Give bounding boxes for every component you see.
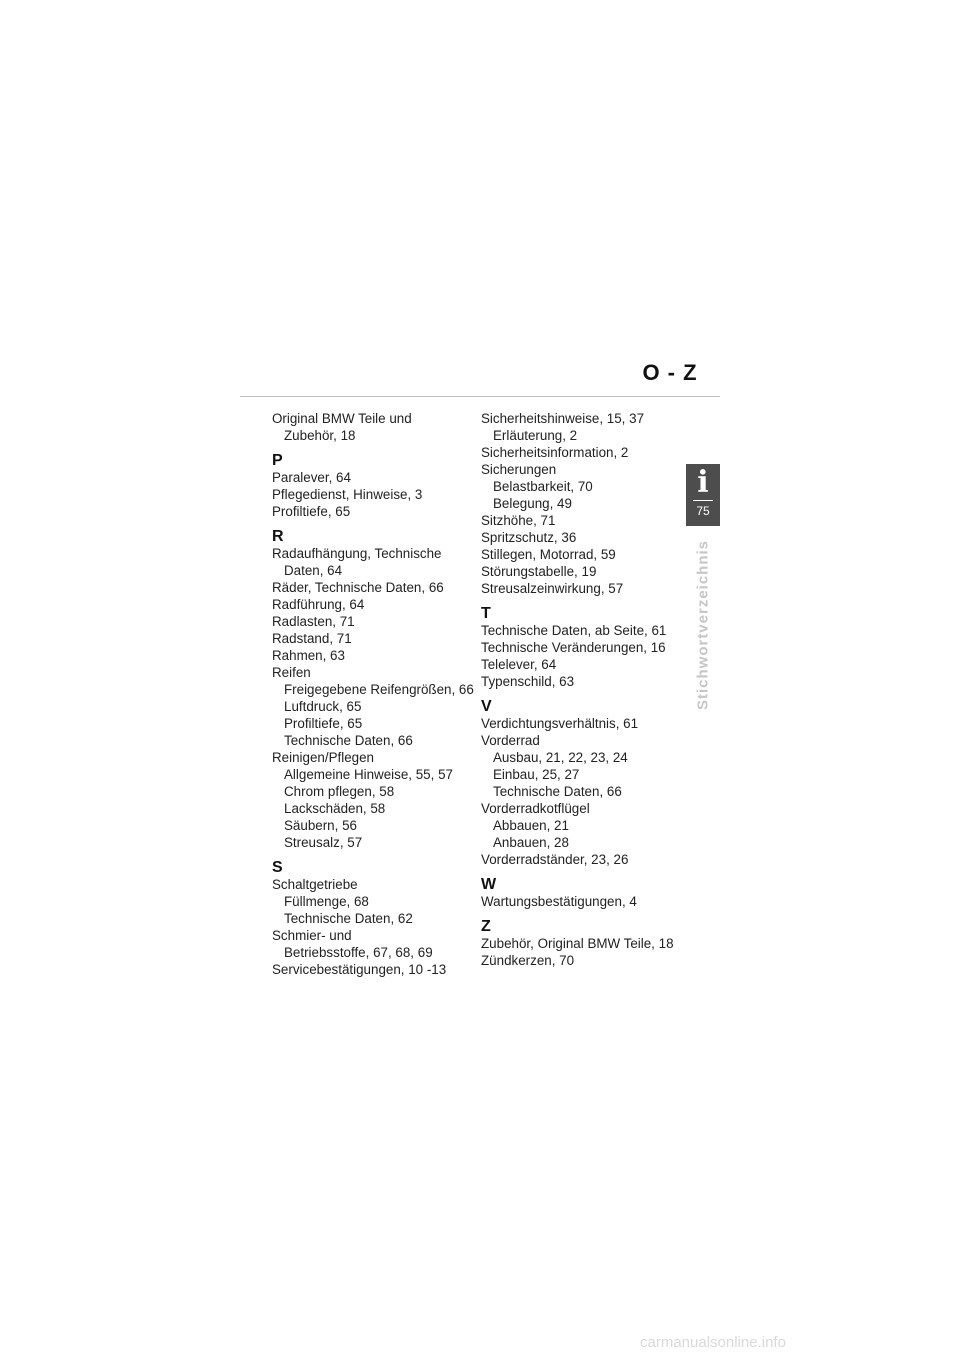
index-entry: Zündkerzen, 70 [481,953,575,968]
index-letter-heading: Z [481,918,491,935]
index-subentry: Chrom pflegen, 58 [284,784,395,799]
index-entry: Sicherheitsinformation, 2 [481,445,629,460]
watermark: carmanualsonline.info [640,1334,786,1351]
section-label: Stichwortverzeichnis [694,539,712,711]
index-subentry: Einbau, 25, 27 [493,767,580,782]
index-entry: Schaltgetriebe [272,877,358,892]
index-letter-heading: P [272,452,283,469]
tab-divider [693,500,713,501]
info-i-icon: i [697,465,709,500]
index-subentry: Ausbau, 21, 22, 23, 24 [493,750,628,765]
index-entry: Sicherungen [481,462,557,477]
index-letter-heading: R [272,528,284,545]
index-entry: Original BMW Teile und [272,411,412,426]
header-divider [240,396,720,397]
index-subentry: Säubern, 56 [284,818,357,833]
index-entry: Typenschild, 63 [481,674,575,689]
page-number: 75 [696,504,710,518]
index-subentry: Lackschäden, 58 [284,801,386,816]
index-subentry: Technische Daten, 66 [284,733,413,748]
chapter-tab [686,464,720,526]
index-entry: Pflegedienst, Hinweise, 3 [272,487,423,502]
index-entry: Technische Daten, ab Seite, 61 [481,623,667,638]
index-letter-heading: S [272,859,283,876]
index-subentry: Belegung, 49 [493,496,572,511]
index-subentry: Freigegebene Reifengrößen, 66 [284,682,474,697]
index-entry: Technische Veränderungen, 16 [481,640,666,655]
index-letter-heading: V [481,698,492,715]
index-subentry: Technische Daten, 66 [493,784,622,799]
page-title: O - Z [642,360,698,385]
index-subentry: Füllmenge, 68 [284,894,369,909]
index-column-left [272,410,477,978]
index-entry: Reifen [272,665,311,680]
index-subentry: Erläuterung, 2 [493,428,578,443]
index-entry: Servicebestätigungen, 10 -13 [272,962,447,977]
index-subentry: Profiltiefe, 65 [284,716,363,731]
index-entry: Räder, Technische Daten, 66 [272,580,444,595]
index-entry: Vorderradständer, 23, 26 [481,852,629,867]
index-entry: Radführung, 64 [272,597,365,612]
index-entry: Radstand, 71 [272,631,352,646]
index-subentry: Abbauen, 21 [493,818,569,833]
index-subentry: Zubehör, 18 [284,428,356,443]
index-letter-heading: W [481,876,497,893]
index-subentry: Anbauen, 28 [493,835,569,850]
index-subentry: Technische Daten, 62 [284,911,413,926]
index-entry: Schmier- und [272,928,352,943]
index-subentry: Streusalz, 57 [284,835,363,850]
index-entry: Verdichtungsverhältnis, 61 [481,716,639,731]
index-letter-heading: T [481,605,491,622]
index-subentry: Allgemeine Hinweise, 55, 57 [284,767,453,782]
index-subentry: Luftdruck, 65 [284,699,362,714]
index-entry: Sicherheitshinweise, 15, 37 [481,411,645,426]
index-entry: Radaufhängung, Technische [272,546,442,561]
index-entry: Sitzhöhe, 71 [481,513,556,528]
index-subentry: Belastbarkeit, 70 [493,479,593,494]
index-entry: Rahmen, 63 [272,648,345,663]
index-entry: Profiltiefe, 65 [272,504,351,519]
index-entry: Vorderradkotflügel [481,801,590,816]
index-entry: Wartungsbestätigungen, 4 [481,894,637,909]
index-entry: Spritzschutz, 36 [481,530,577,545]
index-entry: Stillegen, Motorrad, 59 [481,547,616,562]
index-entry: Reinigen/Pflegen [272,750,374,765]
index-entry: Telelever, 64 [481,657,557,672]
index-entry: Vorderrad [481,733,540,748]
index-entry: Paralever, 64 [272,470,351,485]
index-entry: Streusalzeinwirkung, 57 [481,581,624,596]
index-entry: Radlasten, 71 [272,614,355,629]
index-column-right [481,410,686,969]
index-subentry: Betriebsstoffe, 67, 68, 69 [284,945,433,960]
index-subentry: Daten, 64 [284,563,343,578]
index-entry: Zubehör, Original BMW Teile, 18 [481,936,674,951]
index-entry: Störungstabelle, 19 [481,564,597,579]
